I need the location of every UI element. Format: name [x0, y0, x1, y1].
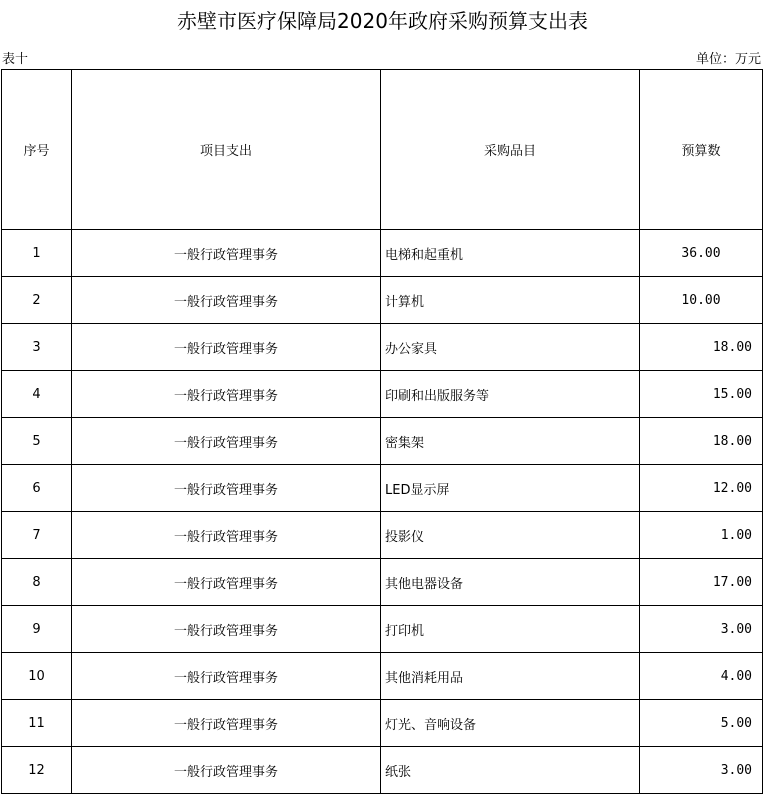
- cell-amount: 17.00: [640, 559, 763, 606]
- cell-amount: 1.00: [640, 512, 763, 559]
- cell-seq: 9: [2, 606, 72, 653]
- table-row: [2, 277, 763, 324]
- cell-item: 其他电器设备: [381, 559, 640, 606]
- table-row: [2, 371, 763, 418]
- cell-project: 一般行政管理事务: [72, 747, 381, 794]
- cell-amount: 18.00: [640, 324, 763, 371]
- cell-item: 灯光、音响设备: [381, 700, 640, 747]
- cell-amount: 5.00: [640, 700, 763, 747]
- cell-seq: 6: [2, 465, 72, 512]
- cell-item: 印刷和出版服务等: [381, 371, 640, 418]
- table-row: [2, 559, 763, 606]
- cell-seq: 12: [2, 747, 72, 794]
- table-label: 表十: [2, 52, 29, 67]
- cell-project: 一般行政管理事务: [72, 277, 381, 324]
- cell-amount: 4.00: [640, 653, 763, 700]
- cell-project: 一般行政管理事务: [72, 230, 381, 277]
- cell-seq: 7: [2, 512, 72, 559]
- header-item: 采购品目: [381, 70, 640, 230]
- cell-item: LED显示屏: [381, 465, 640, 512]
- cell-seq: 11: [2, 700, 72, 747]
- cell-project: 一般行政管理事务: [72, 606, 381, 653]
- cell-item: 办公家具: [381, 324, 640, 371]
- cell-amount: 36.00: [640, 230, 763, 277]
- cell-seq: 8: [2, 559, 72, 606]
- header-seq: 序号: [2, 70, 72, 230]
- cell-amount: 3.00: [640, 606, 763, 653]
- cell-seq: 5: [2, 418, 72, 465]
- table-row: [2, 230, 763, 277]
- cell-amount: 3.00: [640, 747, 763, 794]
- cell-project: 一般行政管理事务: [72, 465, 381, 512]
- cell-amount: 10.00: [640, 277, 763, 324]
- cell-seq: 1: [2, 230, 72, 277]
- cell-seq: 3: [2, 324, 72, 371]
- cell-seq: 2: [2, 277, 72, 324]
- table-row: [2, 418, 763, 465]
- table-row: [2, 512, 763, 559]
- cell-item: 打印机: [381, 606, 640, 653]
- table-header-row: [2, 70, 763, 230]
- cell-amount: 18.00: [640, 418, 763, 465]
- cell-item: 纸张: [381, 747, 640, 794]
- unit-label: 单位：万元: [695, 52, 761, 67]
- table-row: [2, 465, 763, 512]
- cell-item: 计算机: [381, 277, 640, 324]
- table-row: [2, 700, 763, 747]
- cell-item: 其他消耗用品: [381, 653, 640, 700]
- table-row: [2, 747, 763, 794]
- page-title: 赤壁市医疗保障局2020年政府采购预算支出表: [177, 9, 588, 33]
- cell-seq: 4: [2, 371, 72, 418]
- cell-project: 一般行政管理事务: [72, 700, 381, 747]
- cell-item: 密集架: [381, 418, 640, 465]
- cell-project: 一般行政管理事务: [72, 418, 381, 465]
- budget-table: [1, 69, 763, 794]
- cell-project: 一般行政管理事务: [72, 653, 381, 700]
- cell-project: 一般行政管理事务: [72, 512, 381, 559]
- cell-amount: 12.00: [640, 465, 763, 512]
- cell-project: 一般行政管理事务: [72, 371, 381, 418]
- cell-project: 一般行政管理事务: [72, 559, 381, 606]
- table-row: [2, 606, 763, 653]
- table-row: [2, 653, 763, 700]
- table-row: [2, 324, 763, 371]
- cell-seq: 10: [2, 653, 72, 700]
- header-amount: 预算数: [640, 70, 763, 230]
- cell-item: 电梯和起重机: [381, 230, 640, 277]
- cell-amount: 15.00: [640, 371, 763, 418]
- cell-project: 一般行政管理事务: [72, 324, 381, 371]
- cell-item: 投影仪: [381, 512, 640, 559]
- header-project: 项目支出: [72, 70, 381, 230]
